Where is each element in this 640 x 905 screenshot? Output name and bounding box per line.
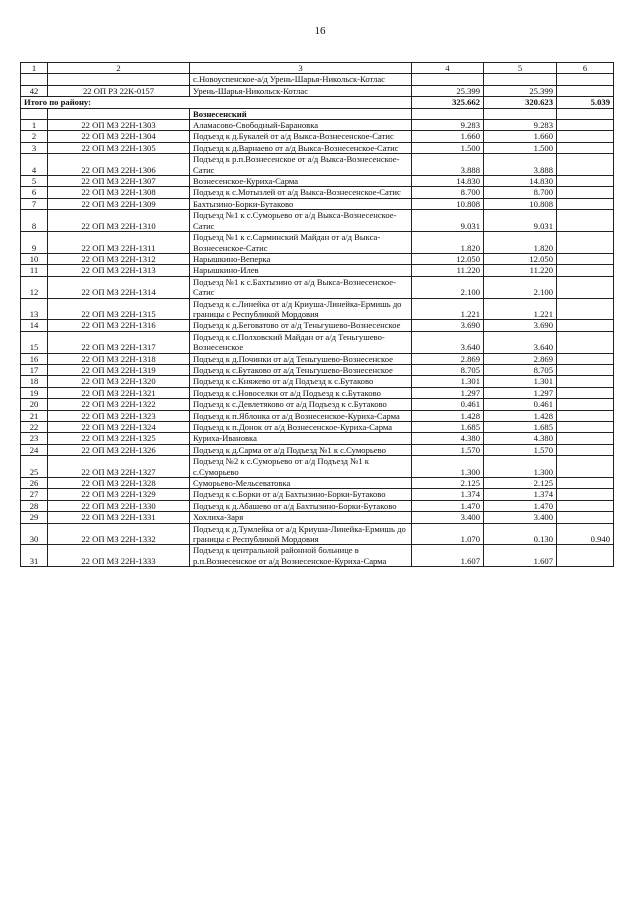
road-name: Подъезд к р.п.Вознесенское от а/д Выкса-Вознесенское-Сатис [190, 154, 412, 176]
length-unpaved [557, 331, 614, 353]
road-name: Суморьево-Мельсеватовка [190, 478, 412, 489]
road-id: 22 ОП МЗ 22Н-1309 [48, 198, 190, 209]
length-total: 3.690 [412, 320, 484, 331]
length-total: 1.660 [412, 131, 484, 142]
table-row [21, 353, 614, 364]
length-paved: 1.374 [484, 489, 557, 500]
table-row [21, 298, 614, 320]
table-row [21, 512, 614, 523]
road-id: 22 ОП МЗ 22Н-1318 [48, 353, 190, 364]
road-id: 22 ОП МЗ 22Н-1310 [48, 210, 190, 232]
length-paved: 1.570 [484, 444, 557, 455]
row-number: 1 [21, 120, 48, 131]
length-total: 1.300 [412, 456, 484, 478]
road-id: 22 ОП МЗ 22Н-1332 [48, 523, 190, 545]
length-unpaved [557, 456, 614, 478]
length-total: 14.830 [412, 176, 484, 187]
length-unpaved [557, 265, 614, 276]
length-paved: 8.705 [484, 364, 557, 375]
road-id: 22 ОП МЗ 22Н-1307 [48, 176, 190, 187]
table-row [21, 376, 614, 387]
table-row [21, 422, 614, 433]
length-paved: 1.470 [484, 500, 557, 511]
length-paved: 1.221 [484, 298, 557, 320]
road-id: 22 ОП МЗ 22Н-1327 [48, 456, 190, 478]
length-total: 0.461 [412, 399, 484, 410]
length-unpaved [557, 376, 614, 387]
length-total: 25.399 [412, 85, 484, 96]
total-length: 325.662 [412, 97, 484, 108]
road-name: Подъезд к с.Борки от а/д Бахтызино-Борки-Бутаково [190, 489, 412, 500]
row-number: 17 [21, 364, 48, 375]
length-unpaved [557, 142, 614, 153]
length-unpaved [557, 353, 614, 364]
length-paved: 11.220 [484, 265, 557, 276]
column-number: 5 [484, 63, 557, 74]
row-number: 16 [21, 353, 48, 364]
length-paved: 14.830 [484, 176, 557, 187]
length-paved: 1.607 [484, 545, 557, 567]
road-id: 22 ОП МЗ 22Н-1328 [48, 478, 190, 489]
length-unpaved [557, 399, 614, 410]
road-id: 22 ОП МЗ 22Н-1305 [48, 142, 190, 153]
road-id: 22 ОП МЗ 22Н-1319 [48, 364, 190, 375]
length-unpaved [557, 444, 614, 455]
road-name: Бахтызино-Борки-Бутаково [190, 198, 412, 209]
length-paved: 1.820 [484, 232, 557, 254]
length-unpaved [557, 276, 614, 298]
length-total: 3.888 [412, 154, 484, 176]
road-id: 22 ОП МЗ 22Н-1317 [48, 331, 190, 353]
length-paved: 25.399 [484, 85, 557, 96]
road-name: Подъезд к п.Яблонка от а/д Вознесенское-Куриха-Сарма [190, 410, 412, 421]
road-id: 22 ОП МЗ 22Н-1322 [48, 399, 190, 410]
district-header-row [21, 108, 614, 119]
length-paved: 9.283 [484, 120, 557, 131]
length-total: 8.705 [412, 364, 484, 375]
length-total: 9.283 [412, 120, 484, 131]
table-row [21, 399, 614, 410]
length-total: 1.470 [412, 500, 484, 511]
road-name: Вознесенское-Куриха-Сарма [190, 176, 412, 187]
length-unpaved [557, 500, 614, 511]
district-name: Вознесенский [190, 108, 412, 119]
length-paved: 3.690 [484, 320, 557, 331]
row-number: 3 [21, 142, 48, 153]
table-row [21, 265, 614, 276]
length-total: 11.220 [412, 265, 484, 276]
road-name: Подъезд №1 к с.Бахтызино от а/д Выкса-Вознесенское-Сатис [190, 276, 412, 298]
table-row [21, 478, 614, 489]
length-paved: 3.400 [484, 512, 557, 523]
length-unpaved [557, 187, 614, 198]
length-total: 3.640 [412, 331, 484, 353]
length-paved: 1.685 [484, 422, 557, 433]
road-name: Подъезд к с.Полховский Майдан от а/д Теньгушево-Вознесенское [190, 331, 412, 353]
length-paved: 4.380 [484, 433, 557, 444]
row-number: 13 [21, 298, 48, 320]
length-unpaved [557, 198, 614, 209]
length-paved: 2.125 [484, 478, 557, 489]
row-number: 23 [21, 433, 48, 444]
total-label: Итого по району: [21, 97, 412, 108]
row-number: 18 [21, 376, 48, 387]
length-unpaved [557, 478, 614, 489]
length-unpaved [557, 320, 614, 331]
length-paved: 1.300 [484, 456, 557, 478]
table-row [21, 198, 614, 209]
length-unpaved [557, 298, 614, 320]
road-name: Нарышкино-Илев [190, 265, 412, 276]
road-id: 22 ОП МЗ 22Н-1333 [48, 545, 190, 567]
total-paved: 320.623 [484, 97, 557, 108]
row-number: 42 [21, 85, 48, 96]
road-id: 22 ОП МЗ 22Н-1331 [48, 512, 190, 523]
column-number: 4 [412, 63, 484, 74]
road-id: 22 ОП МЗ 22Н-1304 [48, 131, 190, 142]
road-name: Подъезд к д.Абашево от а/д Бахтызино-Борки-Бутаково [190, 500, 412, 511]
table-row [21, 500, 614, 511]
road-id: 22 ОП МЗ 22Н-1316 [48, 320, 190, 331]
row-number: 24 [21, 444, 48, 455]
length-paved: 0.130 [484, 523, 557, 545]
table-row [21, 176, 614, 187]
length-paved: 2.869 [484, 353, 557, 364]
road-name: Подъезд к с.Бутаково от а/д Теньгушево-Вознесенское [190, 364, 412, 375]
road-name: Хохлиха-Заря [190, 512, 412, 523]
row-number: 14 [21, 320, 48, 331]
length-total: 1.607 [412, 545, 484, 567]
row-number: 8 [21, 210, 48, 232]
road-name: Аламасово-Свободный-Барановка [190, 120, 412, 131]
length-unpaved [557, 489, 614, 500]
road-name: Подъезд к д.Тумлейка от а/д Криуша-Линейка-Ермишь до границы с Республикой Мордовия [190, 523, 412, 545]
road-name: Подъезд №2 к с.Суморьево от а/д Подъезд №1 к с.Суморьево [190, 456, 412, 478]
column-number: 1 [21, 63, 48, 74]
table-row [21, 489, 614, 500]
road-name: Подъезд к центральной районной больнице в р.п.Вознесенское от а/д Вознесенское-Куриха-Сарма [190, 545, 412, 567]
table-row [21, 364, 614, 375]
road-id: 22 ОП МЗ 22Н-1325 [48, 433, 190, 444]
road-name: Подъезд к д.Починки от а/д Теньгушево-Вознесенское [190, 353, 412, 364]
road-id: 22 ОП МЗ 22Н-1329 [48, 489, 190, 500]
road-name: Подъезд №1 к с.Сарминский Майдан от а/д Выкса-Вознесенское-Сатис [190, 232, 412, 254]
table-row [21, 142, 614, 153]
row-number: 28 [21, 500, 48, 511]
road-id: 22 ОП РЗ 22К-0157 [48, 85, 190, 96]
length-unpaved: 0.940 [557, 523, 614, 545]
length-total: 2.869 [412, 353, 484, 364]
length-total: 1.500 [412, 142, 484, 153]
table-row [21, 545, 614, 567]
length-unpaved [557, 85, 614, 96]
road-id: 22 ОП МЗ 22Н-1311 [48, 232, 190, 254]
length-paved: 1.660 [484, 131, 557, 142]
road-id: 22 ОП МЗ 22Н-1314 [48, 276, 190, 298]
road-id: 22 ОП МЗ 22Н-1326 [48, 444, 190, 455]
row-number: 21 [21, 410, 48, 421]
road-name: Подъезд №1 к с.Суморьево от а/д Выкса-Вознесенское-Сатис [190, 210, 412, 232]
length-unpaved [557, 410, 614, 421]
continuation-row [21, 74, 614, 85]
row-number: 20 [21, 399, 48, 410]
table-row [21, 523, 614, 545]
road-name: с.Новоуспенское-а/д Урень-Шарья-Никольск-Котлас [190, 74, 412, 85]
page-number: 16 [314, 25, 326, 37]
length-paved: 8.700 [484, 187, 557, 198]
table-row [21, 85, 614, 96]
row-number: 26 [21, 478, 48, 489]
length-unpaved [557, 364, 614, 375]
length-unpaved [557, 131, 614, 142]
length-total: 1.428 [412, 410, 484, 421]
road-id: 22 ОП МЗ 22Н-1308 [48, 187, 190, 198]
length-total: 9.031 [412, 210, 484, 232]
length-unpaved [557, 253, 614, 264]
road-name: Урень-Шарья-Никольск-Котлас [190, 85, 412, 96]
row-number: 12 [21, 276, 48, 298]
row-number: 27 [21, 489, 48, 500]
road-id: 22 ОП МЗ 22Н-1312 [48, 253, 190, 264]
length-total: 4.380 [412, 433, 484, 444]
row-number: 19 [21, 387, 48, 398]
length-total: 1.685 [412, 422, 484, 433]
table-row [21, 387, 614, 398]
road-id: 22 ОП МЗ 22Н-1323 [48, 410, 190, 421]
length-paved: 1.297 [484, 387, 557, 398]
length-paved: 2.100 [484, 276, 557, 298]
length-unpaved [557, 120, 614, 131]
table-row [21, 456, 614, 478]
road-name: Подъезд к д.Беговатово от а/д Теньгушево-Вознесенское [190, 320, 412, 331]
table-row [21, 410, 614, 421]
table-row [21, 253, 614, 264]
length-unpaved [557, 387, 614, 398]
table-row [21, 433, 614, 444]
table-row [21, 444, 614, 455]
row-number: 29 [21, 512, 48, 523]
row-number: 6 [21, 187, 48, 198]
length-total: 1.221 [412, 298, 484, 320]
road-id: 22 ОП МЗ 22Н-1315 [48, 298, 190, 320]
length-paved: 1.301 [484, 376, 557, 387]
road-name: Подъезд к п.Донок от а/д Вознесенское-Куриха-Сарма [190, 422, 412, 433]
row-number: 30 [21, 523, 48, 545]
road-id: 22 ОП МЗ 22Н-1324 [48, 422, 190, 433]
table-row [21, 232, 614, 254]
column-number: 6 [557, 63, 614, 74]
length-total: 10.808 [412, 198, 484, 209]
table-row [21, 320, 614, 331]
length-total: 1.570 [412, 444, 484, 455]
road-id: 22 ОП МЗ 22Н-1330 [48, 500, 190, 511]
road-name: Подъезд к д.Сарма от а/д Подъезд №1 к с.Суморьево [190, 444, 412, 455]
length-total: 1.374 [412, 489, 484, 500]
length-total: 8.700 [412, 187, 484, 198]
road-name: Подъезд к д.Букалей от а/д Выкса-Вознесенское-Сатис [190, 131, 412, 142]
row-number: 11 [21, 265, 48, 276]
road-id: 22 ОП МЗ 22Н-1320 [48, 376, 190, 387]
length-paved: 3.640 [484, 331, 557, 353]
row-number: 15 [21, 331, 48, 353]
length-paved: 1.500 [484, 142, 557, 153]
length-total: 2.125 [412, 478, 484, 489]
length-paved: 0.461 [484, 399, 557, 410]
road-name: Подъезд к с.Княжево от а/д Подъезд к с.Бутаково [190, 376, 412, 387]
table-row [21, 331, 614, 353]
row-number: 9 [21, 232, 48, 254]
table-row [21, 154, 614, 176]
row-number: 22 [21, 422, 48, 433]
column-number: 2 [48, 63, 190, 74]
table-row [21, 276, 614, 298]
total-unpaved: 5.039 [557, 97, 614, 108]
road-name: Подъезд к с.Линейка от а/д Криуша-Линейка-Ермишь до границы с Республикой Мордовия [190, 298, 412, 320]
district-total-row [21, 97, 614, 108]
road-id: 22 ОП МЗ 22Н-1303 [48, 120, 190, 131]
table-row [21, 210, 614, 232]
row-number: 2 [21, 131, 48, 142]
road-name: Подъезд к с.Новоселки от а/д Подъезд к с.Бутаково [190, 387, 412, 398]
row-number: 10 [21, 253, 48, 264]
row-number: 31 [21, 545, 48, 567]
length-unpaved [557, 433, 614, 444]
length-total: 3.400 [412, 512, 484, 523]
length-total: 1.820 [412, 232, 484, 254]
length-unpaved [557, 210, 614, 232]
length-paved: 1.428 [484, 410, 557, 421]
road-name: Куриха-Ивановка [190, 433, 412, 444]
length-unpaved [557, 232, 614, 254]
row-number: 7 [21, 198, 48, 209]
column-number-row [21, 63, 614, 74]
road-id: 22 ОП МЗ 22Н-1313 [48, 265, 190, 276]
row-number: 25 [21, 456, 48, 478]
row-number: 5 [21, 176, 48, 187]
row-number: 4 [21, 154, 48, 176]
table-row [21, 187, 614, 198]
length-total: 1.301 [412, 376, 484, 387]
road-id: 22 ОП МЗ 22Н-1306 [48, 154, 190, 176]
length-unpaved [557, 545, 614, 567]
table-row [21, 120, 614, 131]
length-unpaved [557, 176, 614, 187]
length-total: 1.297 [412, 387, 484, 398]
length-total: 2.100 [412, 276, 484, 298]
length-paved: 10.808 [484, 198, 557, 209]
length-unpaved [557, 154, 614, 176]
length-paved: 12.050 [484, 253, 557, 264]
length-total: 12.050 [412, 253, 484, 264]
column-number: 3 [190, 63, 412, 74]
road-name: Подъезд к с.Девлетяково от а/д Подъезд к с.Бутаково [190, 399, 412, 410]
length-unpaved [557, 422, 614, 433]
road-name: Нарышкино-Веперка [190, 253, 412, 264]
table-row [21, 131, 614, 142]
road-name: Подъезд к с.Мотызлей от а/д Выкса-Вознесенское-Сатис [190, 187, 412, 198]
length-unpaved [557, 512, 614, 523]
roads-table [20, 62, 614, 567]
road-name: Подъезд к д.Варнаево от а/д Выкса-Вознесенское-Сатис [190, 142, 412, 153]
length-total: 1.070 [412, 523, 484, 545]
length-paved: 3.888 [484, 154, 557, 176]
road-id: 22 ОП МЗ 22Н-1321 [48, 387, 190, 398]
length-paved: 9.031 [484, 210, 557, 232]
